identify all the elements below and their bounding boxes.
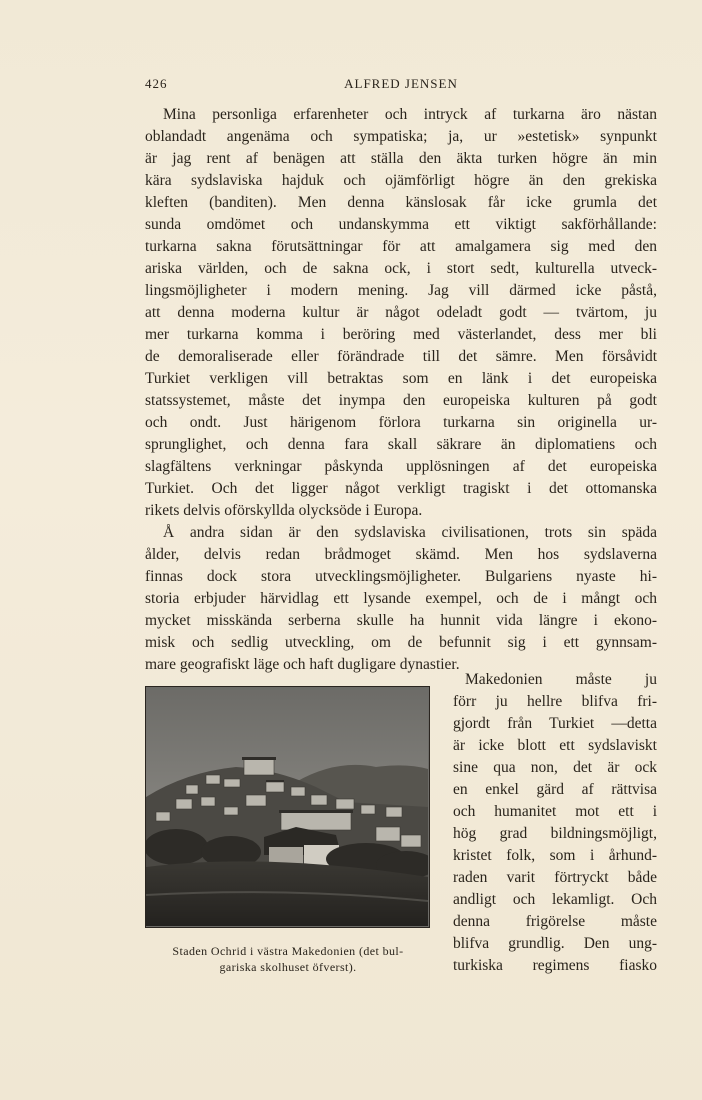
column-line: turkiska regimens fiasko (453, 957, 657, 974)
text-line: statssystemet, måste det inympa den europeiska kulturen på godt (145, 392, 657, 409)
text-line: ålder, delvis redan brådmoget skämd. Men hos sydslaverna (145, 546, 657, 563)
column-line: sine qua non, det är ock (453, 759, 657, 776)
text-line: Å andra sidan är den sydslaviska civilisationen, trots sin späda (163, 524, 657, 541)
text-line: mer turkarna komma i beröring med västerlandet, dess mer bli (145, 326, 657, 343)
column-line: en enkel gärd af rättvisa (453, 781, 657, 798)
column-line: gjordt från Turkiet —detta (453, 715, 657, 732)
text-line: Turkiet. Och det ligger något verkligt tragiskt i det ottomanska (145, 480, 657, 497)
text-line: sunda omdömet och undanskymma ett viktigt sakförhållande: (145, 216, 657, 233)
text-line: och ondt. Just härigenom förlora turkarna sin originella ur- (145, 414, 657, 431)
column-line: förr ju hellre blifva fri- (453, 693, 657, 710)
column-line: raden varit förtryckt både (453, 869, 657, 886)
text-line: kleften (banditen). Men denna känslosak får icke grumla det (145, 194, 657, 211)
ochrid-town-photo (145, 686, 430, 928)
column-line: denna frigörelse måste (453, 913, 657, 930)
column-line: andligt och lekamligt. Och (453, 891, 657, 908)
column-line: och humanitet mot ett i (453, 803, 657, 820)
text-line: kära sydslaviska hajduk och ojämförligt högre än den grekiska (145, 172, 657, 189)
text-line: Mina personliga erfarenheter och intryck af turkarna äro nästan (163, 106, 657, 123)
column-line: är icke blott ett sydslaviskt (453, 737, 657, 754)
text-line: mare geografiskt läge och haft dugligare dynastier. (145, 656, 460, 673)
text-line: sprunglighet, och denna fara skall säkrare än diplomatiens och (145, 436, 657, 453)
page-number: 426 (145, 76, 168, 91)
text-line: turkarna sakna förutsättningar för att amalgamera sig med den (145, 238, 657, 255)
column-line: Makedonien måste ju (465, 671, 657, 688)
text-line: ariska världen, och de sakna ock, i stort sedt, kulturella utveck- (145, 260, 657, 277)
text-line: slagfältens verkningar påskynda upplösningen af det europeiska (145, 458, 657, 475)
text-line: finnas dock stora utvecklingsmöjligheter. Bulgariens nyaste hi- (145, 568, 657, 585)
running-title: ALFRED JENSEN (344, 76, 458, 91)
text-line: de demoraliserade eller förändrade till det sämre. Men försåvidt (145, 348, 657, 365)
text-line: rikets delvis oförskyllda olycksöde i Europa. (145, 502, 423, 519)
column-line: kristet folk, som i århund- (453, 847, 657, 864)
text-line: oblandadt angenäma och sympatiska; ja, ur »estetisk» synpunkt (145, 128, 657, 145)
text-line: storia erbjuder härvidlag ett lysande exempel, och de i mångt och (145, 590, 657, 607)
column-line: blifva grundlig. Den ung- (453, 935, 657, 952)
column-line: hög grad bildningsmöjligt, (453, 825, 657, 842)
text-line: att denna moderna kultur är något odeladt godt — tvärtom, ju (145, 304, 657, 321)
text-line: lingsmöjligheter i modern mening. Jag vill därmed icke påstå, (145, 282, 657, 299)
text-line: är jag rent af benägen att ställa den äkta turken högre än min (145, 150, 657, 167)
figure-caption (140, 943, 436, 975)
caption-line: Staden Ochrid i västra Makedonien (det bul- (172, 944, 404, 958)
text-line: misk och sedlig utveckling, om de befunnit sig i ett gynnsam- (145, 634, 657, 651)
caption-line: gariska skolhuset öfverst). (219, 960, 357, 974)
town-photo-illustration (146, 687, 428, 926)
running-header (145, 76, 657, 96)
text-line: Turkiet verkligen vill betraktas som en länk i det europeiska (145, 370, 657, 387)
text-line: mycket misskända serberna skulle ha hunnit vida längre i ekono- (145, 612, 657, 629)
